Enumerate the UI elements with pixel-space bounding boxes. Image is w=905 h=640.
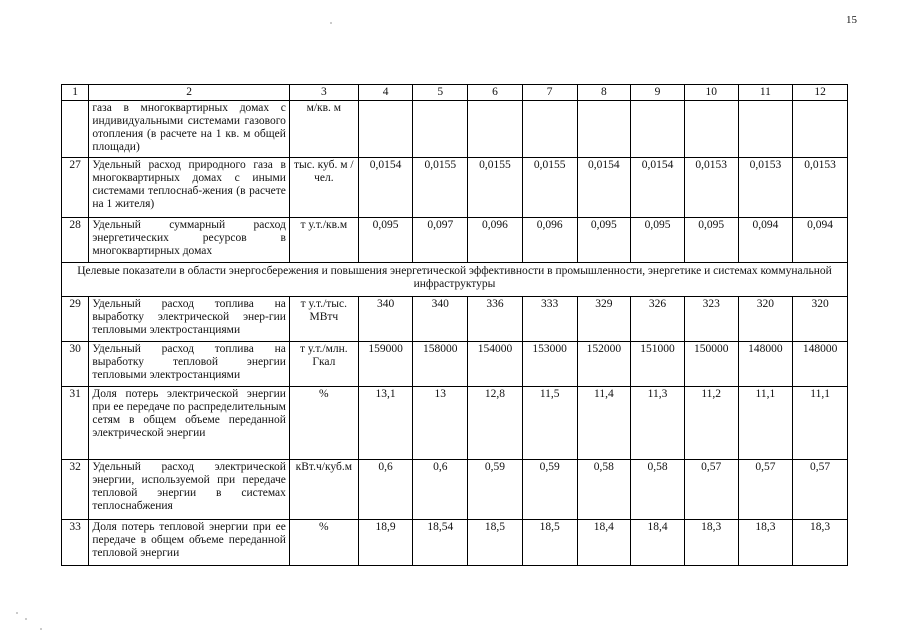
value-cell: 159000: [358, 342, 413, 387]
scan-speck: [330, 22, 332, 24]
indicator-name: Удельный расход природного газа в многоквартирных домах с иными системами теплоснаб-жения (в расчете на 1 жителя): [89, 158, 290, 218]
value-cell: [413, 101, 468, 158]
header-cell: 9: [631, 85, 685, 101]
indicator-name: Доля потерь тепловой энергии при ее передаче в общем объеме переданной тепловой энергии: [89, 520, 290, 566]
header-cell: 4: [358, 85, 413, 101]
value-cell: 0,095: [684, 218, 738, 263]
value-cell: 18,54: [413, 520, 468, 566]
value-cell: 0,095: [631, 218, 685, 263]
section-header-row: [62, 263, 848, 297]
value-cell: 154000: [468, 342, 523, 387]
header-cell: 5: [413, 85, 468, 101]
indicators-table: [61, 84, 848, 566]
row-number: 32: [62, 460, 89, 520]
unit-cell: кВт.ч/куб.м: [289, 460, 358, 520]
value-cell: 0,096: [468, 218, 523, 263]
header-cell: 11: [738, 85, 793, 101]
value-cell: 326: [631, 297, 685, 342]
value-cell: 0,58: [631, 460, 685, 520]
value-cell: 11,3: [631, 387, 685, 460]
indicator-name: Удельный суммарный расход энергетических ресурсов в многоквартирных домах: [89, 218, 290, 263]
value-cell: 0,57: [738, 460, 793, 520]
table-row: [62, 101, 848, 158]
value-cell: [631, 101, 685, 158]
value-cell: 0,095: [358, 218, 413, 263]
value-cell: 0,097: [413, 218, 468, 263]
value-cell: 0,0153: [738, 158, 793, 218]
indicator-name: газа в многоквартирных домах с индивидуальными системами газового отопления (в расчете на 1 кв. м общей площади): [89, 101, 290, 158]
table-row: [62, 520, 848, 566]
value-cell: [738, 101, 793, 158]
row-number: 28: [62, 218, 89, 263]
value-cell: 0,0154: [577, 158, 631, 218]
value-cell: 148000: [738, 342, 793, 387]
header-cell: 6: [468, 85, 523, 101]
scan-speck: [16, 612, 18, 614]
value-cell: 340: [413, 297, 468, 342]
row-number: 29: [62, 297, 89, 342]
value-cell: 329: [577, 297, 631, 342]
unit-cell: т у.т./кв.м: [289, 218, 358, 263]
value-cell: 11,4: [577, 387, 631, 460]
value-cell: 12,8: [468, 387, 523, 460]
table-row: [62, 342, 848, 387]
unit-cell: м/кв. м: [289, 101, 358, 158]
value-cell: 0,57: [684, 460, 738, 520]
value-cell: 320: [738, 297, 793, 342]
value-cell: 0,0154: [631, 158, 685, 218]
value-cell: 18,5: [522, 520, 577, 566]
indicator-name: Удельный расход топлива на выработку тепловой энергии тепловыми электростанциями: [89, 342, 290, 387]
value-cell: 18,3: [793, 520, 848, 566]
unit-cell: тыс. куб. м /чел.: [289, 158, 358, 218]
value-cell: 11,5: [522, 387, 577, 460]
value-cell: 0,6: [413, 460, 468, 520]
header-cell: 10: [684, 85, 738, 101]
table-row: [62, 218, 848, 263]
unit-cell: %: [289, 520, 358, 566]
header-cell: 8: [577, 85, 631, 101]
indicator-name: Удельный расход электрической энергии, используемой при передаче тепловой энергии в системах теплоснабжения: [89, 460, 290, 520]
value-cell: 18,9: [358, 520, 413, 566]
unit-cell: т у.т./млн. Гкал: [289, 342, 358, 387]
value-cell: 151000: [631, 342, 685, 387]
header-cell: 12: [793, 85, 848, 101]
value-cell: 0,0153: [793, 158, 848, 218]
value-cell: 0,0155: [468, 158, 523, 218]
value-cell: 11,1: [738, 387, 793, 460]
value-cell: 0,0155: [413, 158, 468, 218]
value-cell: [684, 101, 738, 158]
value-cell: [522, 101, 577, 158]
row-number: 27: [62, 158, 89, 218]
value-cell: 150000: [684, 342, 738, 387]
value-cell: 153000: [522, 342, 577, 387]
value-cell: 18,3: [738, 520, 793, 566]
value-cell: 18,5: [468, 520, 523, 566]
value-cell: 18,3: [684, 520, 738, 566]
value-cell: 148000: [793, 342, 848, 387]
value-cell: 0,59: [522, 460, 577, 520]
value-cell: [358, 101, 413, 158]
value-cell: 152000: [577, 342, 631, 387]
header-row: [62, 85, 848, 101]
unit-cell: %: [289, 387, 358, 460]
header-cell: 2: [89, 85, 290, 101]
value-cell: 340: [358, 297, 413, 342]
unit-cell: т у.т./тыс. МВтч: [289, 297, 358, 342]
table-row: [62, 460, 848, 520]
row-number: 33: [62, 520, 89, 566]
value-cell: 0,58: [577, 460, 631, 520]
value-cell: 11,2: [684, 387, 738, 460]
value-cell: [468, 101, 523, 158]
table-row: [62, 387, 848, 460]
header-cell: 1: [62, 85, 89, 101]
value-cell: 11,1: [793, 387, 848, 460]
value-cell: 0,095: [577, 218, 631, 263]
value-cell: 0,59: [468, 460, 523, 520]
value-cell: 13,1: [358, 387, 413, 460]
value-cell: 0,0154: [358, 158, 413, 218]
value-cell: [793, 101, 848, 158]
value-cell: 320: [793, 297, 848, 342]
page-number: 15: [846, 14, 857, 26]
value-cell: 0,57: [793, 460, 848, 520]
section-title: Целевые показатели в области энергосбережения и повышения энергетической эффективности в промышленности, энергетике и системах коммунальной инфраструктуры: [62, 263, 848, 297]
scan-speck: [40, 628, 42, 630]
value-cell: 18,4: [631, 520, 685, 566]
value-cell: 336: [468, 297, 523, 342]
table-row: [62, 158, 848, 218]
indicator-name: Удельный расход топлива на выработку электрической энер-гии тепловыми электростанциями: [89, 297, 290, 342]
row-number: [62, 101, 89, 158]
value-cell: 158000: [413, 342, 468, 387]
header-cell: 7: [522, 85, 577, 101]
header-cell: 3: [289, 85, 358, 101]
row-number: 31: [62, 387, 89, 460]
value-cell: [577, 101, 631, 158]
value-cell: 0,094: [793, 218, 848, 263]
value-cell: 0,0153: [684, 158, 738, 218]
value-cell: 323: [684, 297, 738, 342]
value-cell: 0,096: [522, 218, 577, 263]
scan-speck: [25, 618, 27, 620]
value-cell: 18,4: [577, 520, 631, 566]
value-cell: 0,094: [738, 218, 793, 263]
value-cell: 13: [413, 387, 468, 460]
value-cell: 333: [522, 297, 577, 342]
row-number: 30: [62, 342, 89, 387]
value-cell: 0,6: [358, 460, 413, 520]
table-row: [62, 297, 848, 342]
value-cell: 0,0155: [522, 158, 577, 218]
indicator-name: Доля потерь электрической энергии при ее передаче по распределительным сетям в общем объеме переданной электрической энергии: [89, 387, 290, 460]
